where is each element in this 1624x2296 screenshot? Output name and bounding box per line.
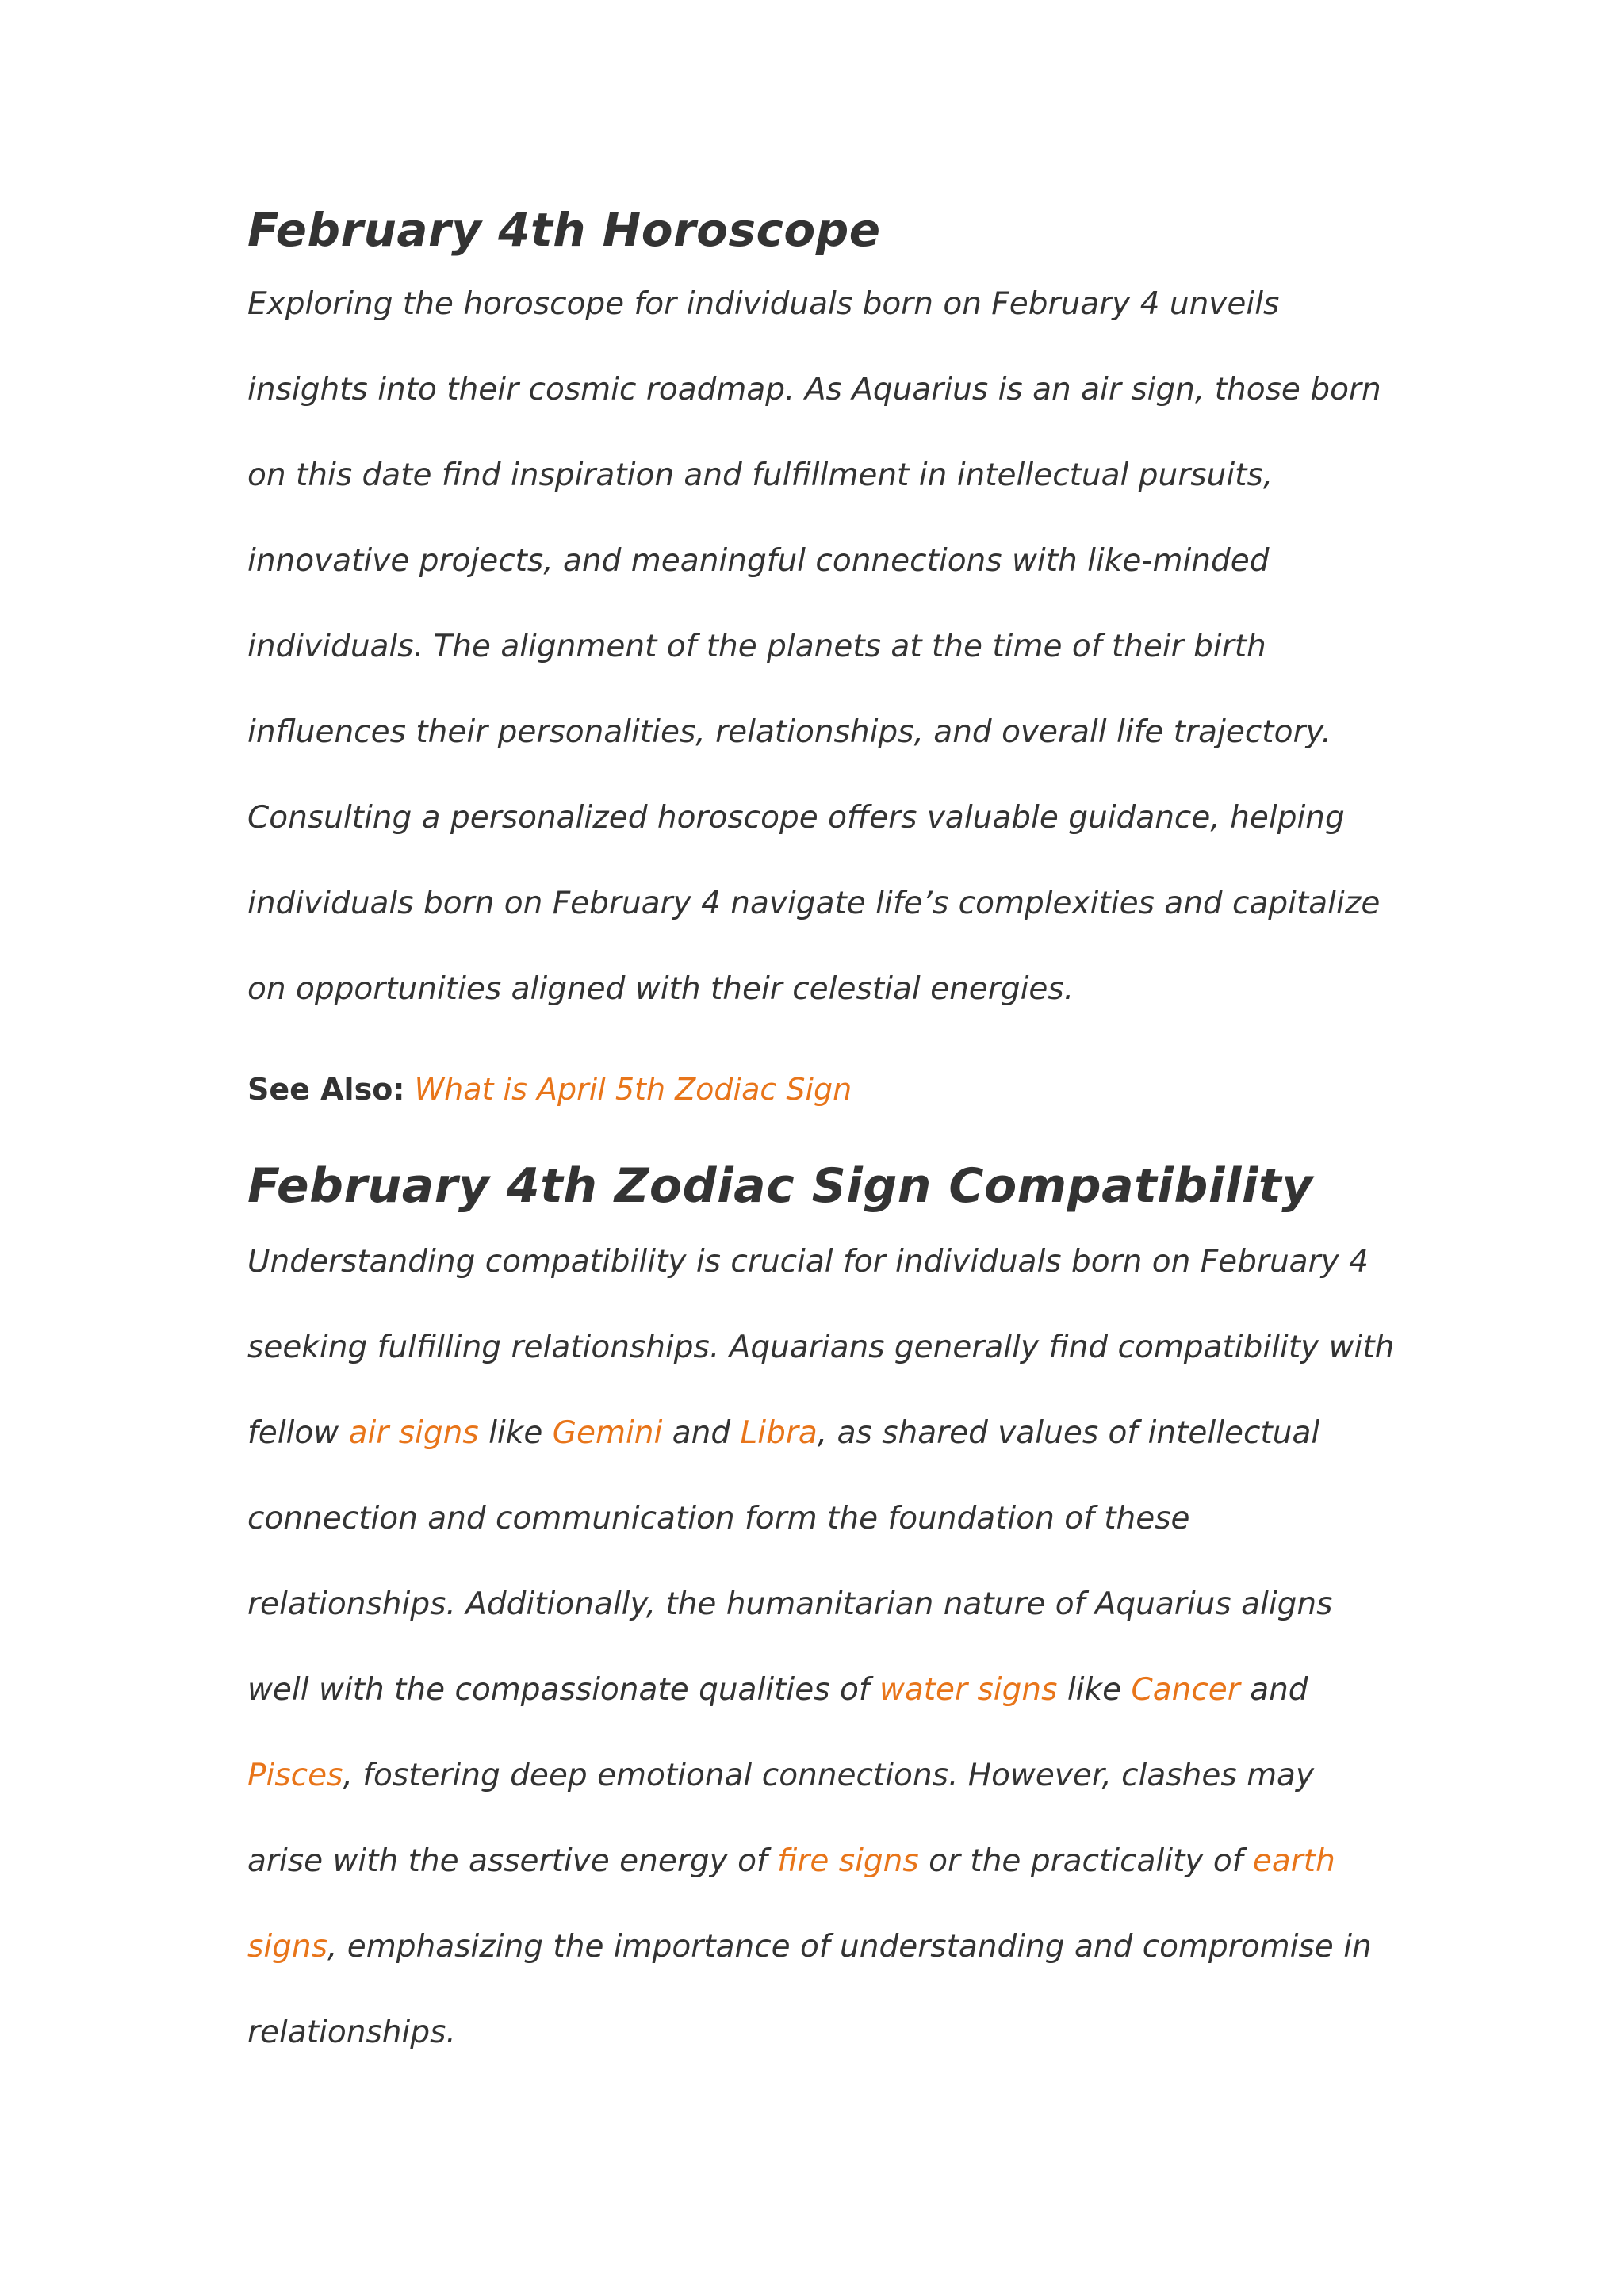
see-also-label: See Also: (247, 1072, 405, 1107)
compatibility-text: or the practicality of (918, 1843, 1253, 1879)
compatibility-paragraph (247, 1219, 1397, 2076)
link-fire-signs[interactable]: fire signs (777, 1843, 919, 1879)
compatibility-text: Understanding compatibility is crucial for individuals born on February 4 seeking fulfilling relationships. Aquarians generally find compatibility with fellow (247, 1244, 1395, 1451)
compatibility-heading: February 4th Zodiac Sign Compatibility (247, 1158, 1313, 1214)
compatibility-text: like (1057, 1672, 1132, 1708)
horoscope-paragraph: Exploring the horoscope for individuals born on February 4 unveils insights into their cosmic roadmap. As Aquarius is an air sign, those born on this date find inspiration and fulfillment in intellectual pursuits, innovative projects, and meaningful connections with like-minded individuals. The alignment of the planets at the time of their birth influences their personalities, relationships, and overall life trajectory. Consulting a personalized horoscope offers valuable guidance, helping individuals born on February 4 navigate life’s complexities and capitalize on opportunities aligned with their celestial energies. (247, 286, 1381, 1007)
compatibility-text: , as shared values of intellectual connection and communication form the foundation of these relationships. Additionally, the humanitarian nature of Aquarius aligns well with the compassionate qualities of (247, 1415, 1333, 1708)
compatibility-text: , fostering deep emotional connections. However, clashes may arise with the assertive energy of (247, 1758, 1315, 1879)
link-air-signs[interactable]: air signs (348, 1415, 479, 1451)
link-libra[interactable]: Libra (740, 1415, 818, 1451)
article (247, 198, 1397, 2076)
link-cancer[interactable]: Cancer (1131, 1672, 1240, 1708)
horoscope-heading: February 4th Horoscope (247, 203, 881, 257)
link-pisces[interactable]: Pisces (247, 1758, 343, 1793)
link-gemini[interactable]: Gemini (552, 1415, 663, 1451)
compatibility-text: , emphasizing the importance of understanding and compromise in relationships. (247, 1929, 1372, 2050)
compatibility-text: like (478, 1415, 553, 1451)
compatibility-text: and (662, 1415, 741, 1451)
see-also-link[interactable]: What is April 5th Zodiac Sign (414, 1072, 852, 1107)
see-also-line (247, 1058, 1397, 1121)
link-earth-signs[interactable]: earth signs (247, 1843, 1335, 1965)
compatibility-text: and (1239, 1672, 1308, 1708)
link-water-signs[interactable]: water signs (879, 1672, 1058, 1708)
